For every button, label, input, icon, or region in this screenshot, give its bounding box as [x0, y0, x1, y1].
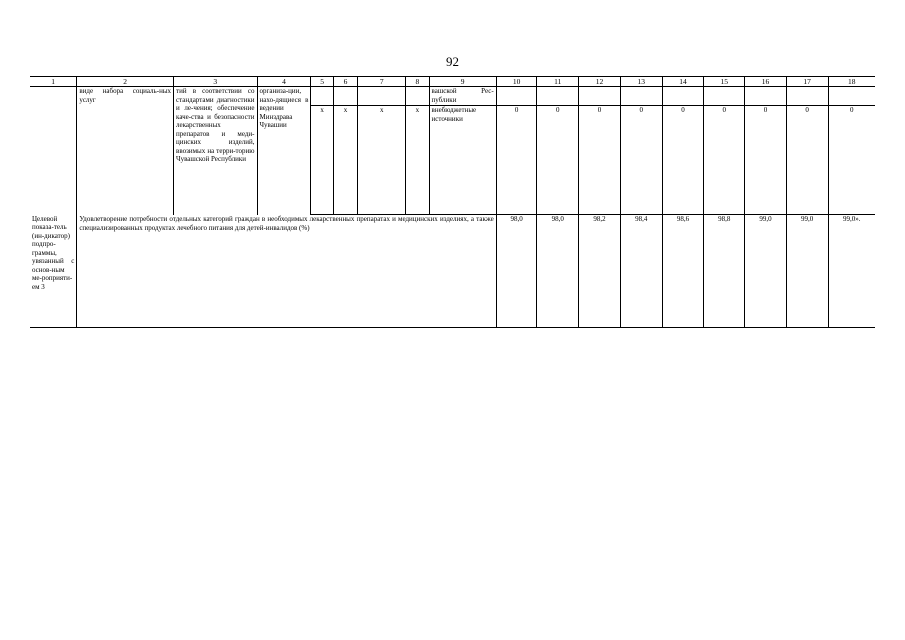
table-row	[30, 87, 875, 106]
table-cell: тий в соответствии со стандартами диагностики и ле-чения; обеспечение каче-ства и безопасности лекарственных препаратов и меди-цинских изделий, ввозимых на терри-торию Чувашской Республики	[174, 87, 257, 215]
table-cell: х	[311, 106, 333, 215]
indicator-label-cell: Целевой показа-тель (ин-дикатор) подпро-граммы, увязанный с основ-ным ме-роприяти-ем 3	[30, 215, 77, 328]
col-number-17: 17	[786, 77, 828, 87]
col-number-13: 13	[620, 77, 662, 87]
program-table	[30, 76, 875, 328]
table-cell	[704, 87, 745, 106]
table-cell: 0	[496, 106, 537, 215]
col-number-5: 5	[311, 77, 333, 87]
table-cell	[579, 87, 621, 106]
col-number-3: 3	[174, 77, 257, 87]
col-number-7: 7	[358, 77, 406, 87]
col-number-2: 2	[77, 77, 174, 87]
table-cell	[333, 87, 357, 106]
table-cell: 0	[828, 106, 875, 215]
col-number-15: 15	[704, 77, 745, 87]
col-number-11: 11	[537, 77, 579, 87]
table-cell: организа-ции, нахо-дящиеся в ведении Минздрава Чувашии	[257, 87, 311, 215]
table-cell: виде набора социаль-ных услуг	[77, 87, 174, 215]
col-number-18: 18	[828, 77, 875, 87]
table-cell: вашской Рес-публики	[429, 87, 496, 106]
table-cell: х	[358, 106, 406, 215]
table-cell: 98,0	[496, 215, 537, 328]
col-number-14: 14	[662, 77, 704, 87]
table-cell: 0	[537, 106, 579, 215]
col-number-8: 8	[406, 77, 429, 87]
table-cell	[311, 87, 333, 106]
table-cell	[406, 87, 429, 106]
table-cell: внебюджетные источники	[429, 106, 496, 215]
table-cell: 0	[620, 106, 662, 215]
table-cell	[620, 87, 662, 106]
table-cell: 99,0	[745, 215, 787, 328]
col-number-6: 6	[333, 77, 357, 87]
column-number-row	[30, 77, 875, 87]
table-cell: 0	[662, 106, 704, 215]
col-number-12: 12	[579, 77, 621, 87]
indicator-description-cell: Удовлетворение потребности отдельных категорий граждан в необходимых лекарственных препаратах и медицинских изделиях, а также специализированных продуктах лечебного питания для детей-инвалидов (%)	[77, 215, 496, 328]
table-cell: 99,0».	[828, 215, 875, 328]
col-number-4: 4	[257, 77, 311, 87]
table-cell	[496, 87, 537, 106]
table-cell: 98,4	[620, 215, 662, 328]
table-cell: 0	[704, 106, 745, 215]
table-cell: 0	[579, 106, 621, 215]
col-number-1: 1	[30, 77, 77, 87]
table-cell	[828, 87, 875, 106]
col-number-9: 9	[429, 77, 496, 87]
table-row	[30, 215, 875, 328]
col-number-10: 10	[496, 77, 537, 87]
page-number: 92	[446, 54, 459, 69]
table-cell	[30, 87, 77, 215]
table-cell: х	[333, 106, 357, 215]
table-cell: 98,0	[537, 215, 579, 328]
table-cell: 99,0	[786, 215, 828, 328]
table-cell	[786, 87, 828, 106]
table-cell	[358, 87, 406, 106]
table-cell	[745, 87, 787, 106]
table-cell: 0	[745, 106, 787, 215]
table-cell: 0	[786, 106, 828, 215]
table-cell	[537, 87, 579, 106]
table-cell: х	[406, 106, 429, 215]
table-cell: 98,2	[579, 215, 621, 328]
col-number-16: 16	[745, 77, 787, 87]
table-cell: 98,6	[662, 215, 704, 328]
table-cell	[662, 87, 704, 106]
table-cell: 98,8	[704, 215, 745, 328]
